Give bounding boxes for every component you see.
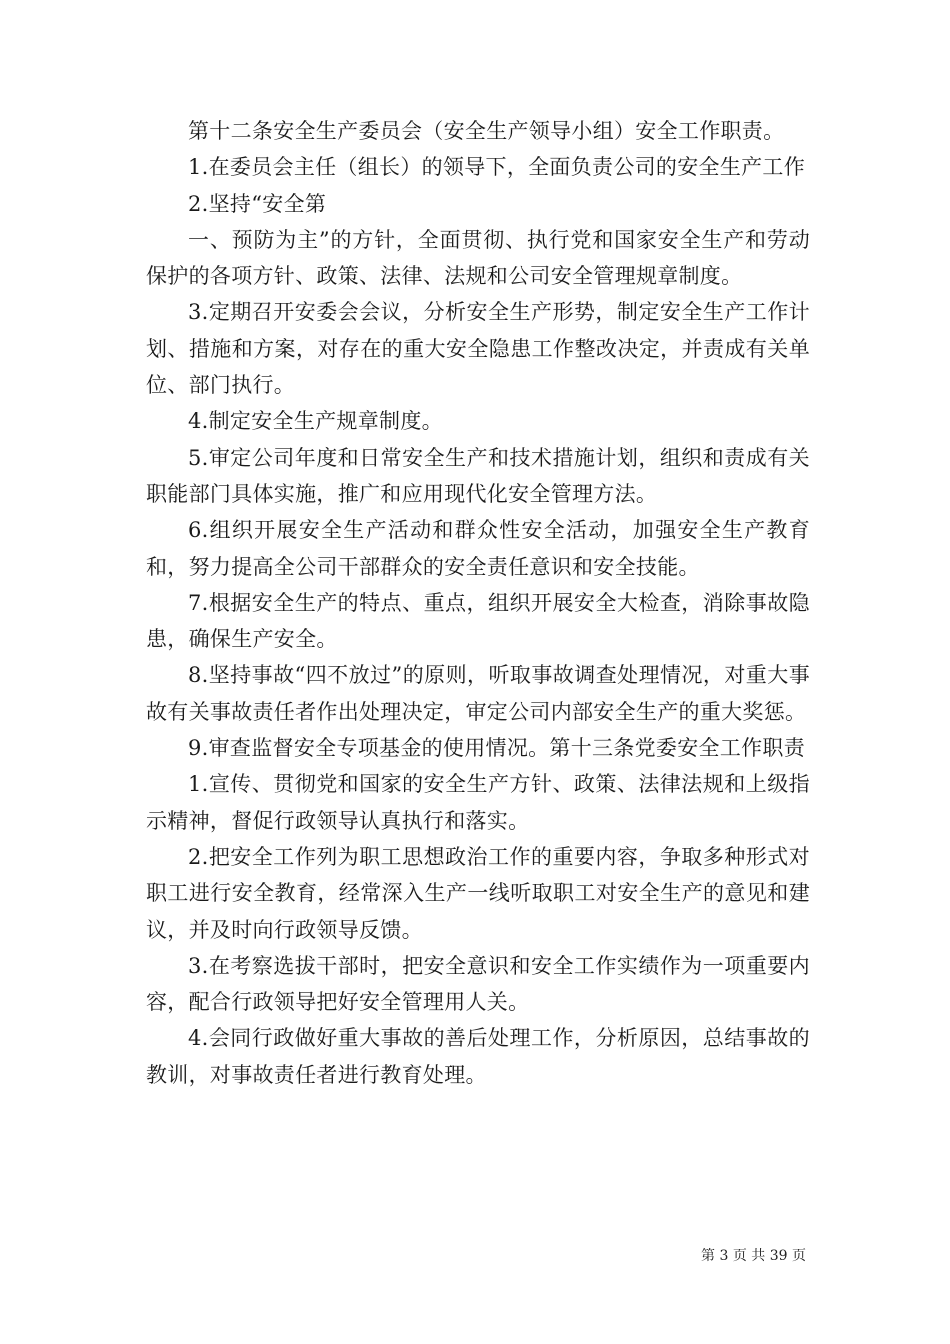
- paragraph-item-1: 1.在委员会主任（组长）的领导下，全面负责公司的安全生产工作: [188, 155, 806, 180]
- paragraph-item-9: 9.审查监督安全专项基金的使用情况。第十三条党委安全工作职责: [188, 736, 806, 761]
- page-number: 第 3 页 共 39 页: [701, 1248, 806, 1264]
- paragraph-item-4: 4.制定安全生产规章制度。: [188, 409, 443, 434]
- paragraph-item-7: 7.根据安全生产的特点、重点，组织开展安全大检查，消除事故隐患，确保生产安全。: [146, 590, 810, 652]
- paragraph-item-8: 8.坚持事故“四不放过”的原则，听取事故调查处理情况，对重大事故有关事故责任者作出处理决定，审定公司内部安全生产的重大奖惩。: [146, 663, 810, 724]
- paragraph-party-item-4: 4.会同行政做好重大事故的善后处理工作，分析原因，总结事故的教训，对事故责任者进行教育处理。: [146, 1026, 810, 1087]
- paragraph-party-item-3: 3.在考察选拔干部时，把安全意识和安全工作实绩作为一项重要内容，配合行政领导把好安全管理用人关。: [146, 953, 810, 1015]
- paragraph-party-item-2: 2.把安全工作列为职工思想政治工作的重要内容，争取多种形式对职工进行安全教育，经常深入生产一线听取职工对安全生产的意见和建议，并及时向行政领导反馈。: [146, 844, 810, 942]
- paragraph-item-2: 2.坚持“安全第: [188, 191, 327, 216]
- paragraph-article-12-title: 第十二条安全生产委员会（安全生产领导小组）安全工作职责。: [188, 119, 785, 143]
- document-body: [146, 113, 810, 1093]
- paragraph-item-5: 5.审定公司年度和日常安全生产和技术措施计划，组织和责成有关职能部门具体实施，推广和应用现代化安全管理方法。: [146, 445, 810, 506]
- paragraph-item-2-continued: 一、预防为主”的方针，全面贯彻、执行党和国家安全生产和劳动保护的各项方针、政策、法律、法规和公司安全管理规章制度。: [146, 227, 810, 289]
- paragraph-item-3: 3.定期召开安委会会议，分析安全生产形势，制定安全生产工作计划、措施和方案，对存在的重大安全隐患工作整改决定，并责成有关单位、部门执行。: [146, 300, 810, 398]
- paragraph-party-item-1: 1.宣传、贯彻党和国家的安全生产方针、政策、法律法规和上级指示精神，督促行政领导认真执行和落实。: [146, 772, 810, 833]
- paragraph-item-6: 6.组织开展安全生产活动和群众性安全活动，加强安全生产教育和，努力提高全公司干部群众的安全责任意识和安全技能。: [146, 518, 810, 579]
